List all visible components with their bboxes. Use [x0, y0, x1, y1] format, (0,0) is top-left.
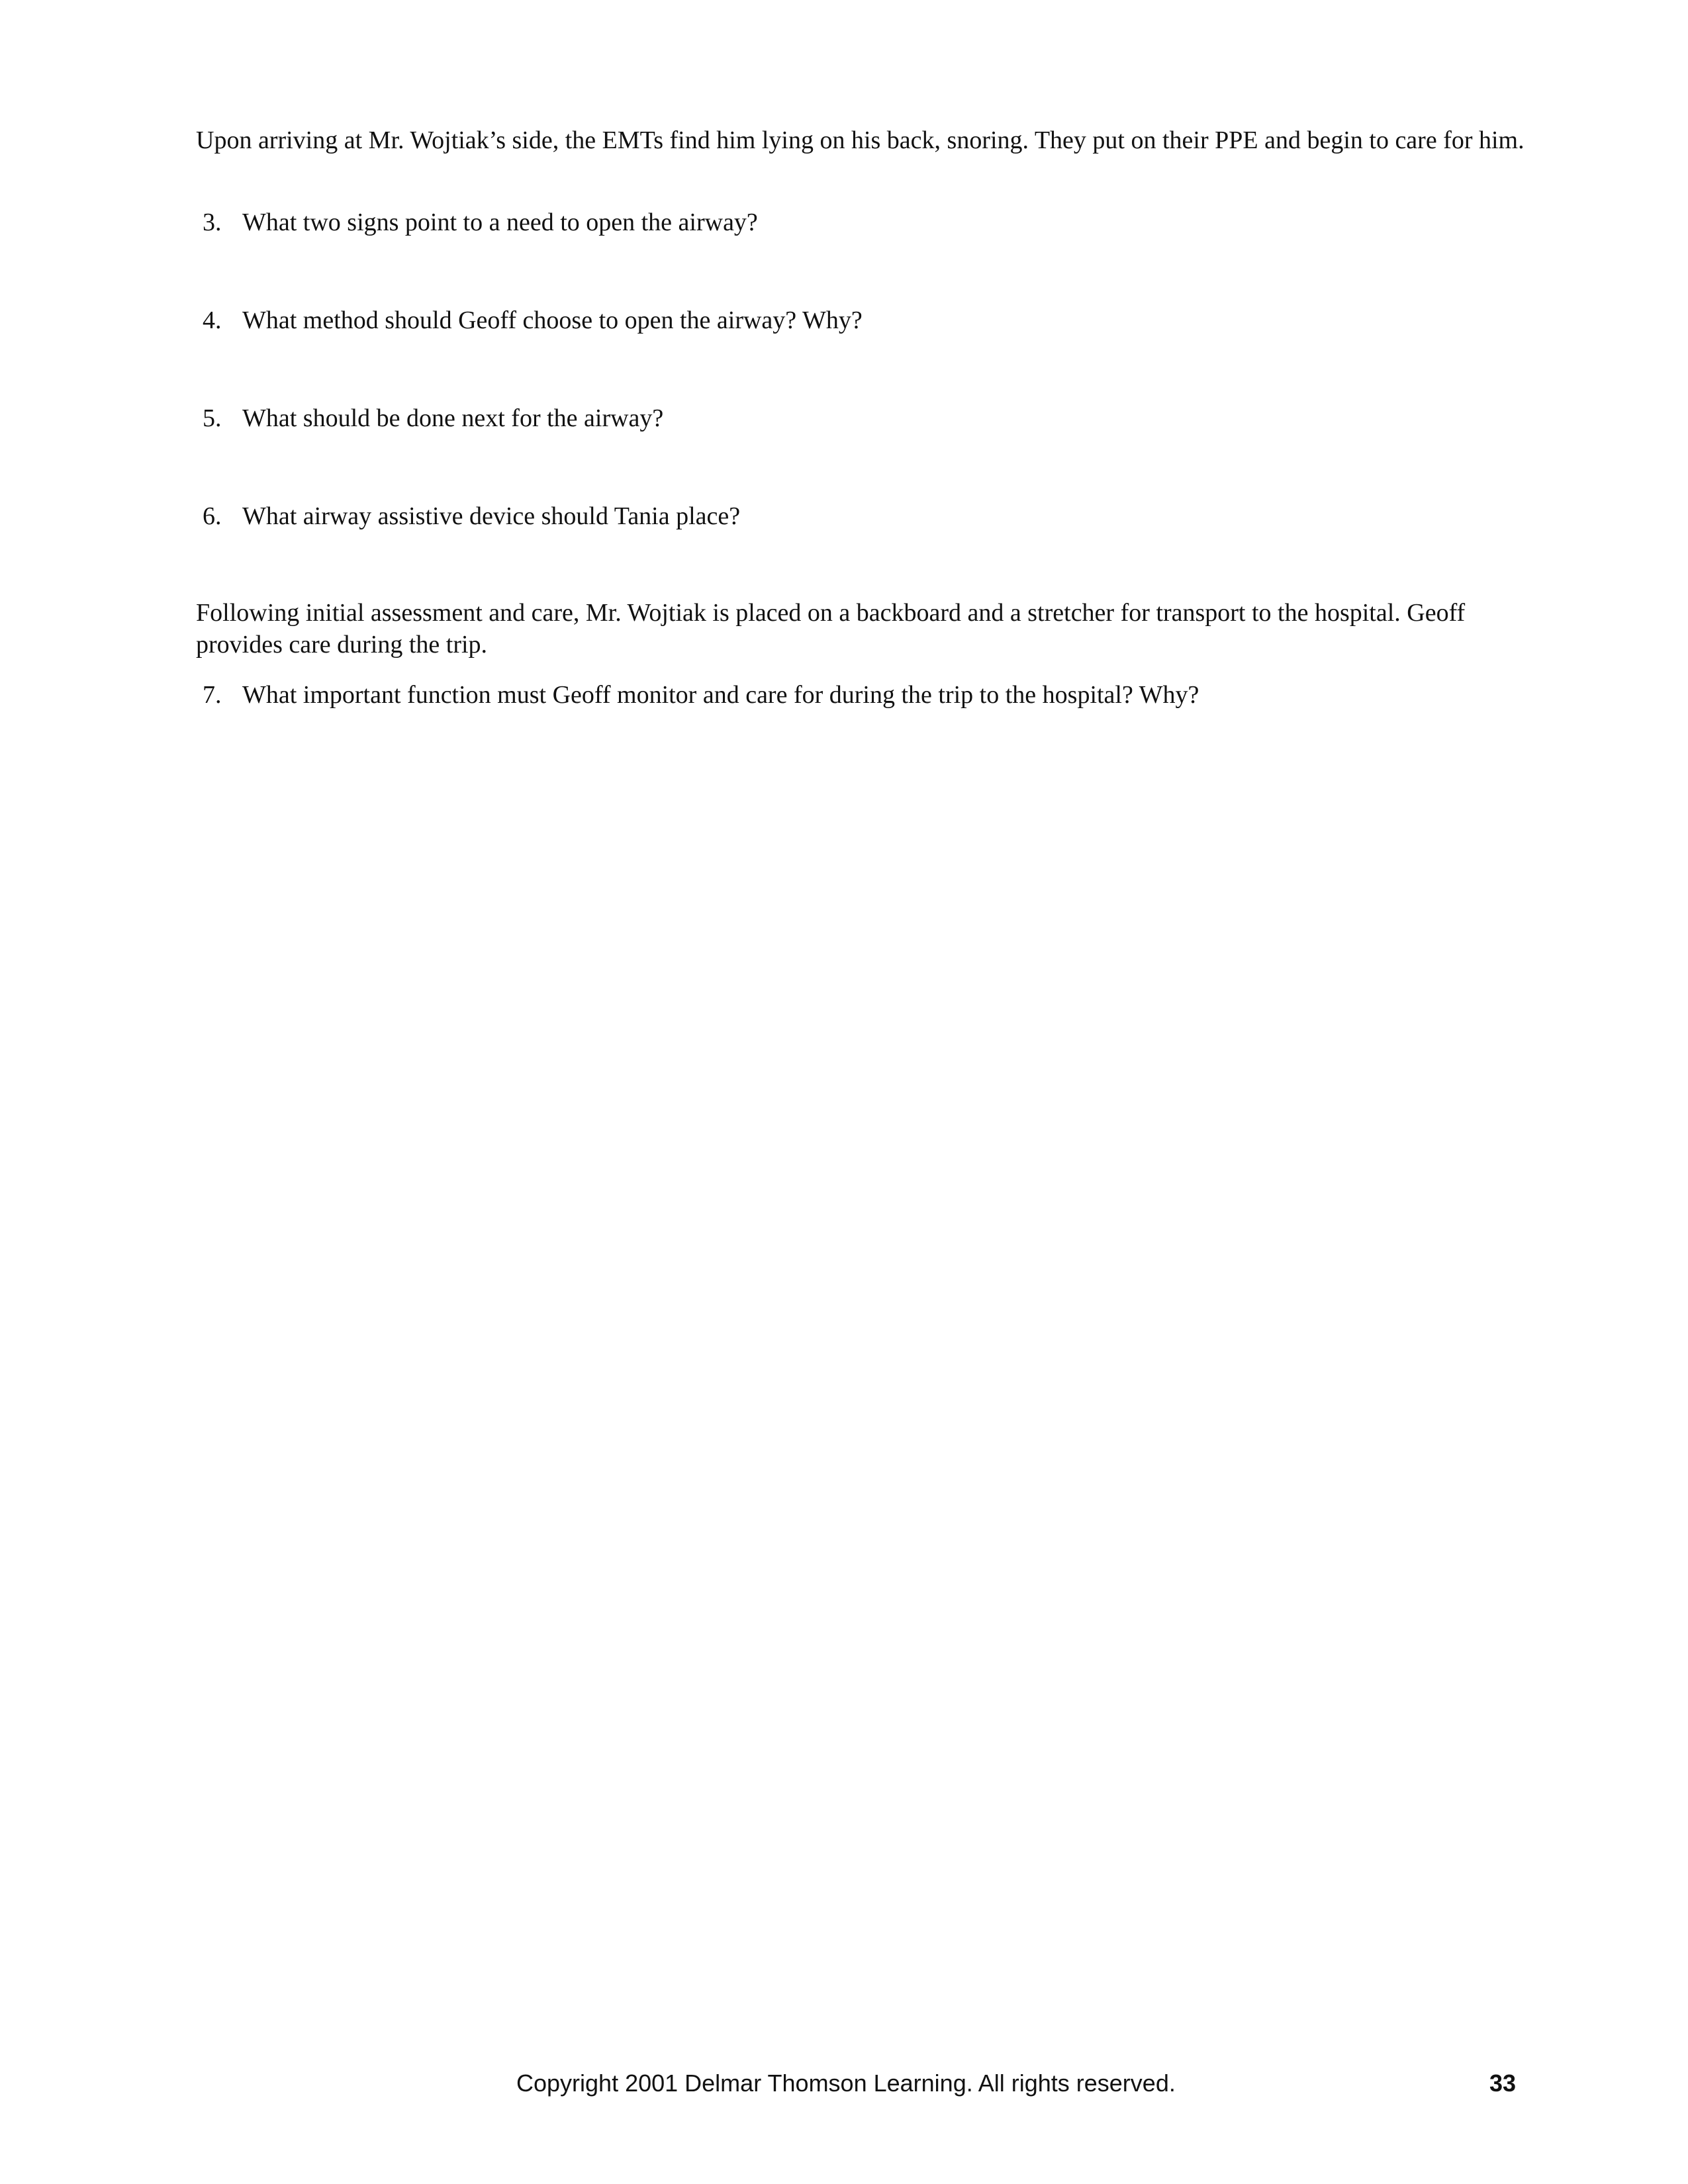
question-number: 7.	[203, 681, 222, 709]
question-text: What important function must Geoff monitor and care for during the trip to the hospital? Why?	[242, 681, 1199, 709]
question-text: What two signs point to a need to open the airway?	[242, 208, 758, 236]
question-text: What airway assistive device should Tania place?	[242, 502, 741, 530]
question-text: What should be done next for the airway?	[242, 404, 664, 432]
question-text: What method should Geoff choose to open the airway? Why?	[242, 306, 863, 334]
question-number: 6.	[203, 502, 222, 530]
page-number: 33	[1489, 2070, 1517, 2097]
copyright-notice: Copyright 2001 Delmar Thomson Learning. All rights reserved.	[516, 2070, 1176, 2097]
transport-paragraph: Following initial assessment and care, Mr. Wojtiak is placed on a backboard and a stretcher for transport to the hospital. Geoff provides care during the trip.	[196, 599, 1466, 659]
question-4	[203, 304, 1526, 336]
question-number: 4.	[203, 306, 222, 334]
question-6	[203, 500, 1526, 532]
question-number: 3.	[203, 208, 222, 236]
question-7	[203, 679, 1526, 711]
intro-paragraph: Upon arriving at Mr. Wojtiak’s side, the EMTs find him lying on his back, snoring. They put on their PPE and begin to care for him.	[196, 126, 1524, 154]
question-3	[203, 206, 1526, 238]
question-number: 5.	[203, 404, 222, 432]
question-5	[203, 402, 1526, 434]
